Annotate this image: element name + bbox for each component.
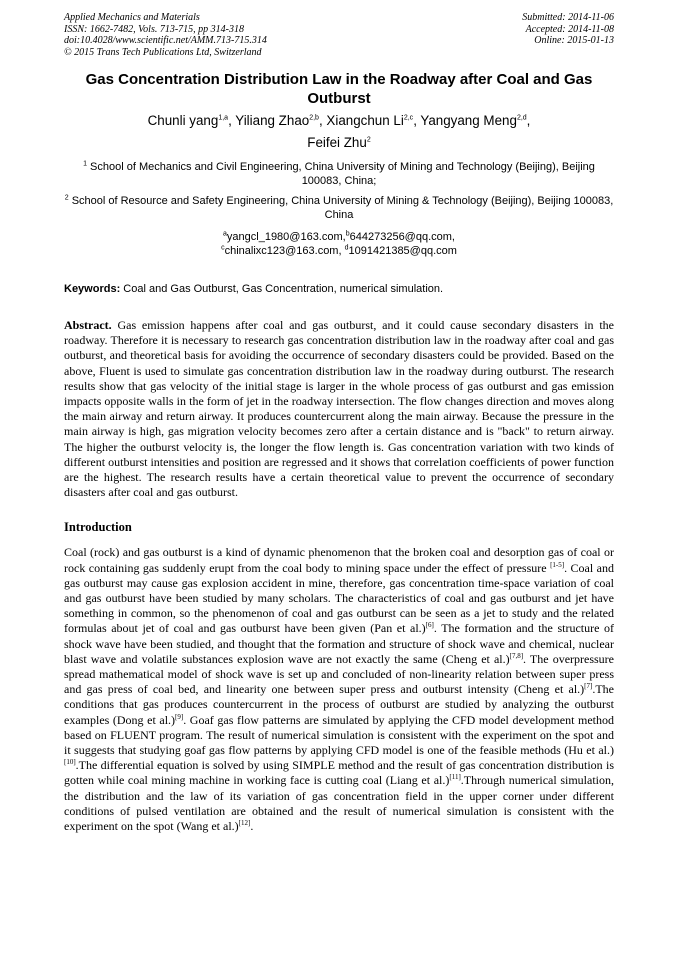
intro-text: .The conditions that gas produces countercurrent in the process of outburst are studied by analyzing the outburst examples (Dong et al.) bbox=[64, 682, 614, 727]
journal-header bbox=[64, 12, 614, 58]
journal-issn: ISSN: 1662-7482, Vols. 713-715, pp 314-318 bbox=[64, 23, 244, 35]
intro-text: . The formation and the structure of shock wave have been studied, and thought that the formation and structure of shock wave and chemical, nuclear blast wave and volatile substances explosion wave are not exactly the same (Cheng et al.) bbox=[64, 621, 614, 666]
citation: [7] bbox=[584, 682, 593, 691]
author-sep: , bbox=[413, 113, 421, 128]
keywords bbox=[64, 282, 614, 296]
affiliation-2 bbox=[64, 194, 614, 222]
email-d[interactable]: 1091421385@qq.com bbox=[348, 245, 457, 257]
abstract-text: Gas emission happens after coal and gas outburst, and it could cause secondary disasters in the roadway. Therefore it is necessary to research gas concentration distribution law in the roadway after coal and gas outburst, and theoretical basis for avoiding the occurrence of secondary disasters could be provided. Based on the above, Fluent is used to simulate gas concentration distribution law in the roadway during outburst. The research results show that gas velocity of the initial stage is larger in the whole process of gas outburst and gas emission impacts opposite walls in the form of jet in the roadway intersection. The flow changes direction and moves along the main airway and return airway. It produces countercurrent along the main airway. Because the pressure in the main airway is high, gas migration velocity becomes zero after a certain distance and is "back" to return airway. The higher the outburst velocity is, the longer the flow length is. Gas concentration variation with two kinds of different outburst intensities and position are regressed and it shows that correlation coefficients of power function are the highest. The research results have a certain theoretical value to prevent the occurrence of secondary disasters after coal and gas outburst. bbox=[64, 318, 614, 500]
intro-text: .Through numerical simulation, the distribution and the law of its variation of gas concentration field in the upper corner under different conditions of pulsed ventilation are obtained and the result of numerical simulation is consistent with the experiment on the spot (Wang et al.) bbox=[64, 773, 615, 834]
paper-title: Gas Concentration Distribution Law in the Roadway after Coal and Gas Outburst bbox=[85, 71, 593, 107]
keywords-text: Coal and Gas Outburst, Gas Concentration, numerical simulation. bbox=[120, 283, 444, 295]
author-affil-sup: 2,b bbox=[309, 114, 319, 122]
author-affil-sup: 2,c bbox=[403, 114, 414, 122]
author-list bbox=[64, 110, 614, 154]
affil-text: School of Mechanics and Civil Engineering, China University of Mining and Technology (Beijing), Beijing 100083, China; bbox=[87, 161, 595, 187]
author-name: Feifei Zhu bbox=[307, 135, 367, 150]
citation: [6] bbox=[425, 621, 434, 630]
intro-text: . Coal and gas outburst may cause gas explosion accident in mine, therefore, gas concentration time-space variation of coal and gas outburst have been studied by many scholars. The characteristics of coal and gas outburst and jet have something in common, so the phenomenon of coal and gas outburst can be seen as a jet to study and the related formulas about jet of coal and gas outburst have been given (Pan et al.) bbox=[64, 560, 615, 636]
journal-doi: doi:10.4028/www.scientific.net/AMM.713-715.314 bbox=[64, 35, 267, 46]
journal-copyright: © 2015 Trans Tech Publications Ltd, Switzerland bbox=[64, 46, 262, 58]
journal-info bbox=[64, 12, 267, 58]
affil-sup: 1 bbox=[83, 160, 87, 168]
author-name: Xiangchun Li bbox=[326, 113, 404, 128]
submission-dates bbox=[522, 12, 614, 58]
citation: [12] bbox=[238, 819, 251, 828]
intro-text: . Goaf gas flow patterns are simulated by applying the CFD model development method based on FLUENT program. The result of numerical simulation is consistent with the experiment on the spot and it suggests that studying goaf gas flow patterns by applying CFD model is one of the feasible methods (Hu et al.) bbox=[64, 712, 614, 758]
citation: [1-5] bbox=[550, 560, 565, 569]
section-heading-introduction: Introduction bbox=[64, 520, 132, 535]
intro-text: .The differential equation is solved by using SIMPLE method and the result of gas concentration distribution is gotten while coal mining machine in working face is cutting coal (Liang et al.) bbox=[64, 758, 614, 788]
citation: [9] bbox=[175, 712, 184, 721]
affil-sup: 2 bbox=[64, 194, 69, 202]
submitted-date: Submitted: 2014-11-06 bbox=[522, 12, 614, 23]
author-name: Chunli yang bbox=[147, 113, 219, 128]
journal-name: Applied Mechanics and Materials bbox=[64, 12, 200, 23]
author-affil-sup: 2,d bbox=[516, 114, 527, 122]
citation: [7,8] bbox=[509, 651, 524, 660]
author-name: Yiliang Zhao bbox=[235, 113, 310, 128]
email-c[interactable]: chinalixc123@163.com, bbox=[224, 245, 345, 257]
intro-text: . The overpressure spread mathematical model of shock wave is set up and concluded of non-linearity relation between super press and gas press of coal bed, and linearity one between super press and outburst intensity (Cheng et al.) bbox=[64, 651, 614, 697]
online-date: Online: 2015-01-13 bbox=[534, 35, 614, 46]
affiliation-1 bbox=[64, 160, 614, 188]
author-name: Yangyang Meng bbox=[420, 113, 517, 128]
abstract-label: Abstract. bbox=[64, 318, 112, 332]
citation: [11] bbox=[449, 773, 461, 782]
author-affil-sup: 2 bbox=[366, 136, 371, 144]
abstract bbox=[64, 318, 614, 500]
author-sep: , bbox=[526, 113, 531, 128]
citation: [10] bbox=[64, 758, 76, 767]
intro-text: Coal (rock) and gas outburst is a kind of dynamic phenomenon that the broken coal and desorption gas of coal or rock containing gas suddenly erupt from the coal body to mining space under the effect of pressure bbox=[64, 545, 614, 575]
affil-text: School of Resource and Safety Engineering, China University of Mining & Technology (Beijing), Beijing 100083, China bbox=[68, 195, 614, 221]
keywords-label: Keywords: bbox=[64, 283, 121, 295]
accepted-date: Accepted: 2014-11-08 bbox=[525, 23, 614, 35]
email-sup-d: d bbox=[344, 244, 349, 252]
author-emails bbox=[64, 230, 614, 258]
email-b[interactable]: 644273256@qq.com, bbox=[349, 231, 455, 243]
email-sup-b: b bbox=[345, 230, 350, 238]
email-a[interactable]: yangcl_1980@163.com, bbox=[226, 231, 346, 243]
email-sup-a: a bbox=[223, 230, 227, 238]
author-sep: , bbox=[228, 113, 236, 128]
author-sep: , bbox=[318, 113, 327, 128]
author-affil-sup: 1,a bbox=[218, 114, 229, 122]
intro-text: . bbox=[250, 819, 254, 834]
email-sup-c: c bbox=[221, 244, 225, 252]
introduction-body bbox=[64, 545, 614, 834]
